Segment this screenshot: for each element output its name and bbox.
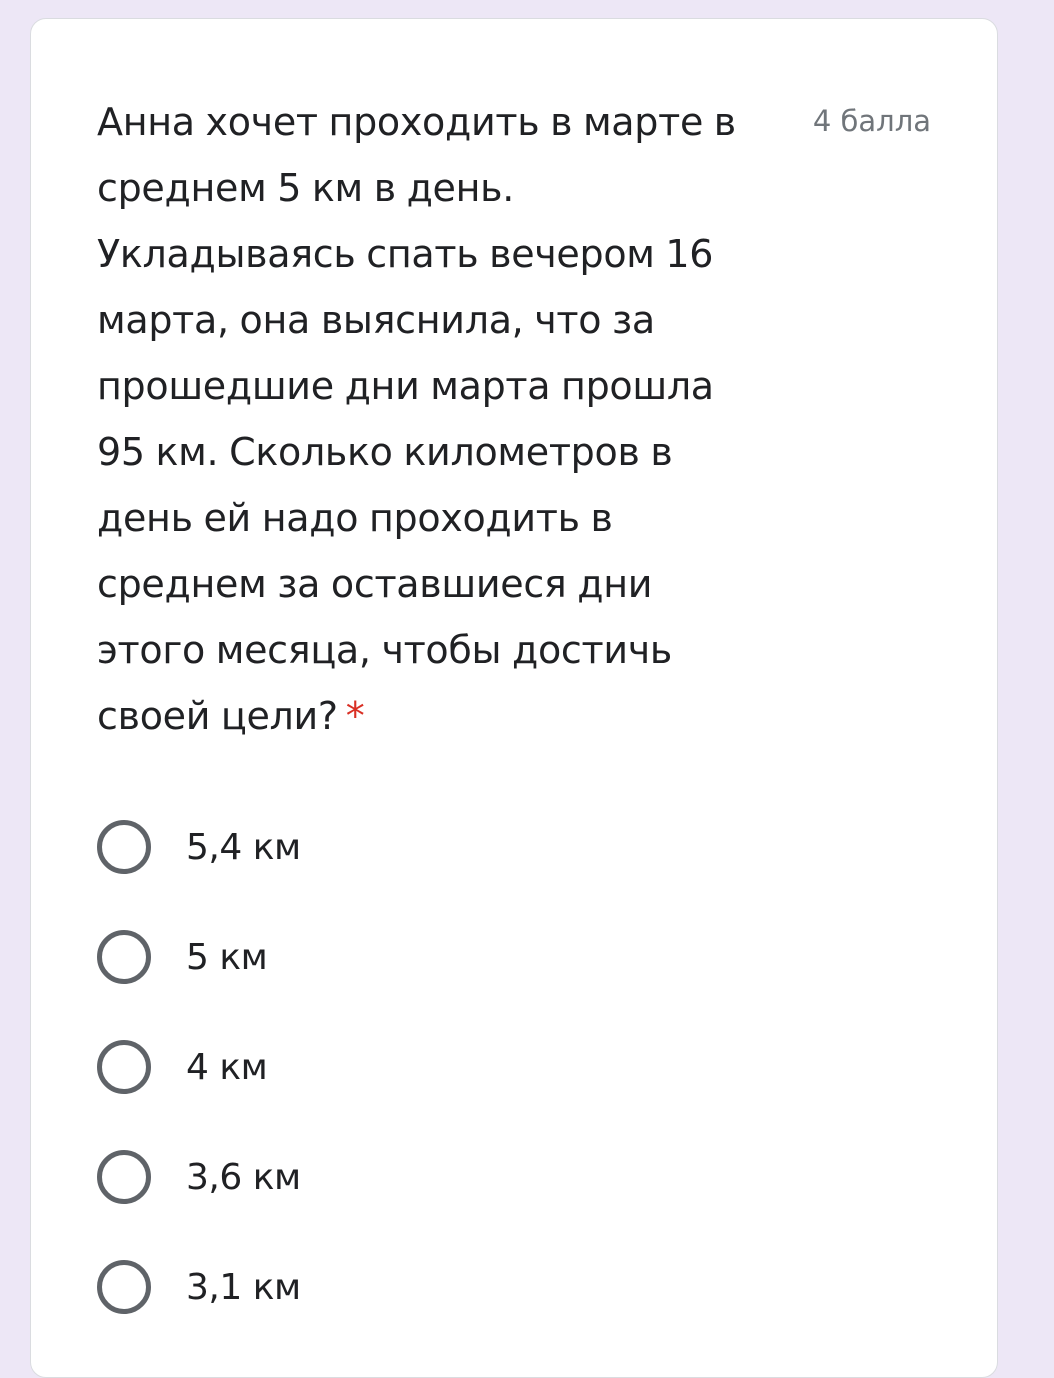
answer-options: [97, 792, 897, 1342]
question-text: [97, 89, 777, 749]
radio-button-icon[interactable]: [97, 820, 151, 874]
question-line: марта, она выяснила, что за: [97, 298, 655, 342]
question-line: среднем за оставшиеся дни: [97, 562, 653, 606]
question-line: этого месяца, чтобы достичь: [97, 628, 672, 672]
radio-button-icon[interactable]: [97, 1040, 151, 1094]
question-line-text: своей цели?: [97, 694, 338, 738]
question-line: прошедшие дни марта прошла: [97, 364, 714, 408]
answer-option[interactable]: [97, 1012, 897, 1122]
question-line: день ей надо проходить в: [97, 496, 613, 540]
question-card: [30, 18, 998, 1378]
radio-button-icon[interactable]: [97, 1260, 151, 1314]
question-line: Укладываясь спать вечером 16: [97, 232, 714, 276]
answer-option-label: 4 км: [186, 1046, 268, 1088]
answer-option[interactable]: [97, 902, 897, 1012]
question-line-last: [97, 683, 777, 749]
radio-button-icon[interactable]: [97, 1150, 151, 1204]
question-line: 95 км. Сколько километров в: [97, 430, 673, 474]
required-asterisk: *: [345, 694, 365, 738]
answer-option[interactable]: [97, 792, 897, 902]
radio-button-icon[interactable]: [97, 930, 151, 984]
question-line: среднем 5 км в день.: [97, 166, 515, 210]
points-label: 4 балла: [812, 104, 931, 138]
answer-option-label: 5,4 км: [186, 826, 301, 868]
answer-option[interactable]: [97, 1122, 897, 1232]
answer-option[interactable]: [97, 1232, 897, 1342]
answer-option-label: 3,1 км: [186, 1266, 301, 1308]
answer-option-label: 3,6 км: [186, 1156, 301, 1198]
question-line: Анна хочет проходить в марте в: [97, 100, 736, 144]
answer-option-label: 5 км: [186, 936, 268, 978]
